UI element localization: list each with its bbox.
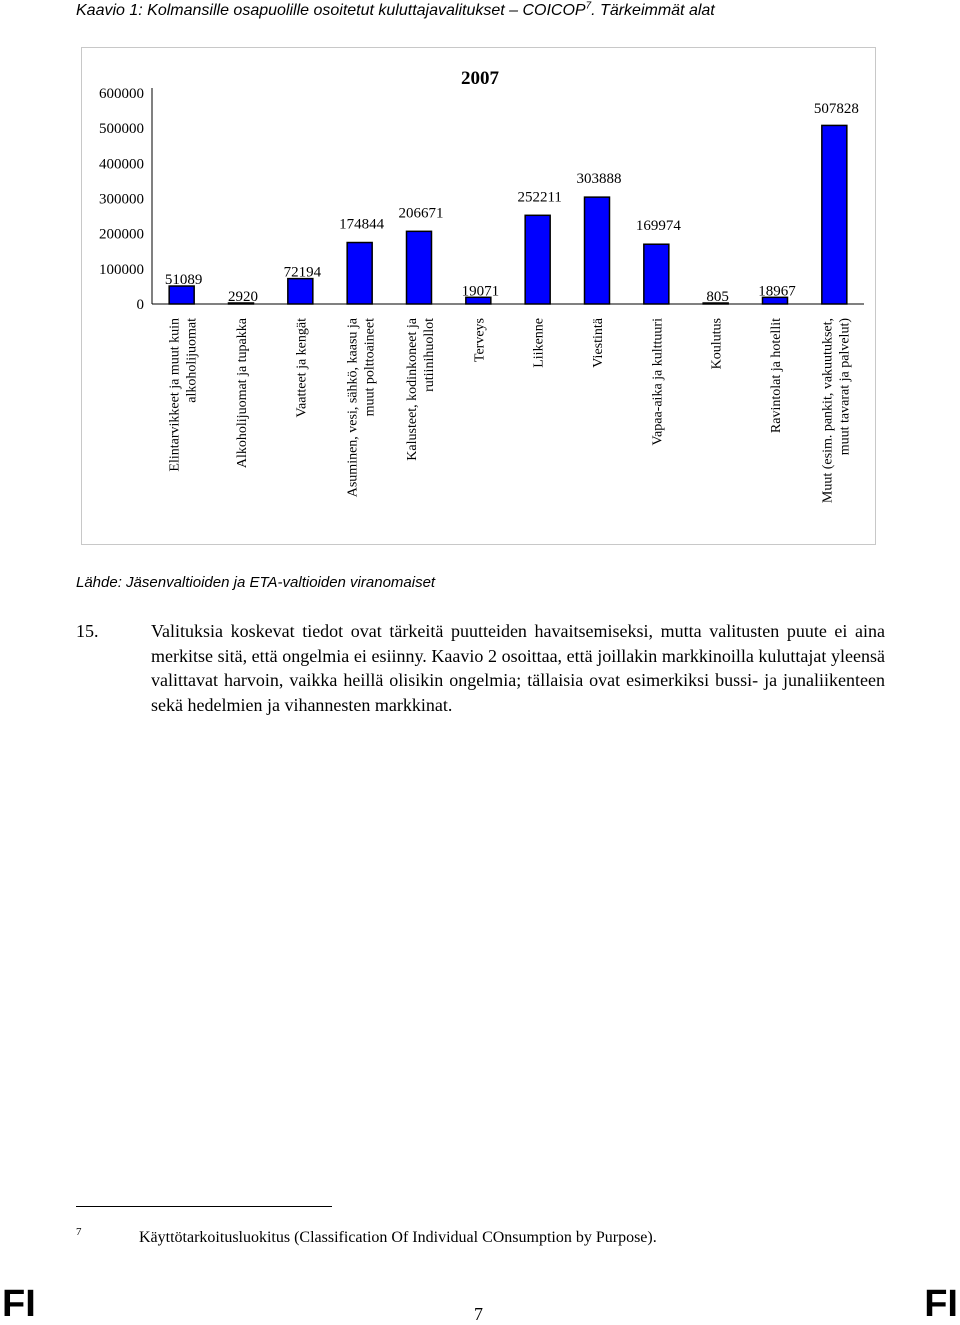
bar (407, 231, 432, 304)
bar (822, 125, 847, 304)
x-tick-label: alkoholijuomat (184, 318, 200, 403)
bar (347, 243, 372, 304)
bar (288, 279, 313, 304)
bar (585, 197, 610, 304)
x-tick-label: Liikenne (531, 318, 547, 368)
x-tick-label: Viestintä (591, 318, 606, 368)
footer-language-right: FI (924, 1283, 958, 1325)
x-tick-label: muut polttoaineet (362, 318, 378, 417)
y-tick-label: 0 (136, 297, 144, 313)
caption-text: Kaavio 1: Kolmansille osapuolille osoitetut kuluttajavalitukset – COICOP (76, 2, 586, 19)
x-tick-label: Alkoholijuomat ja tupakka (235, 318, 250, 469)
data-label: 174844 (339, 216, 385, 233)
bar (525, 215, 550, 304)
page-number: 7 (474, 1304, 483, 1324)
data-label: 169974 (635, 218, 681, 235)
bar (644, 244, 669, 304)
data-label: 252211 (517, 189, 562, 206)
x-tick-label: Asuminen, vesi, sähkö, kaasu ja (345, 318, 361, 498)
data-label: 2920 (228, 288, 258, 305)
caption-footnote-ref[interactable]: 7 (585, 0, 592, 12)
paragraph-number: 15. (76, 621, 99, 641)
y-tick-label: 100000 (99, 261, 144, 278)
y-tick-label: 400000 (99, 156, 144, 173)
data-label: 805 (706, 289, 729, 305)
caption-tail: . Tärkeimmät alat (591, 2, 715, 19)
x-tick-label: rutiinihuollot (422, 318, 437, 392)
data-label: 303888 (576, 171, 622, 188)
x-tick-label: Kalusteet, kodinkoneet ja (405, 318, 420, 461)
x-tick-label: Ravintolat ja hotellit (769, 318, 784, 434)
x-tick-label: Elintarvikkeet ja muut kuin (167, 318, 183, 472)
x-tick-label: Terveys (472, 318, 488, 363)
footer-language-left: FI (2, 1283, 36, 1325)
data-label: 507828 (813, 101, 859, 117)
y-tick-label: 600000 (99, 86, 144, 102)
footnote-number: 7 (76, 1226, 82, 1238)
chart-title: 2007 (461, 68, 499, 89)
data-label: 72194 (283, 264, 322, 281)
y-tick-label: 500000 (99, 121, 144, 138)
y-tick-label: 200000 (99, 226, 144, 243)
data-label: 51089 (164, 272, 203, 289)
bar-chart (0, 0, 960, 560)
x-tick-label: muut tavarat ja palvelut) (837, 318, 853, 456)
data-label: 19071 (461, 283, 500, 300)
data-label: 18967 (758, 283, 796, 300)
footnote-text: Käyttötarkoitusluokitus (Classification Of Individual COnsumption by Purpose). (139, 1229, 657, 1246)
paragraph-text: Valituksia koskevat tiedot ovat tärkeitä puutteiden havaitsemiseksi, mutta valitusten puute ei aina merkitse sitä, että ongelmia ei esiinny. Kaavio 2 osoittaa, että joillakin markkinoilla kuluttajat yleensä valittavat harvoin, vaikka heillä olisikin ongelmia; tällaisia ovat esimerkiksi bussi- ja junaliikenteen sekä hedelmien ja vihannesten markkinat. (151, 621, 885, 715)
x-tick-label: Vaatteet ja kengät (294, 318, 310, 418)
footnote-divider (76, 1206, 332, 1207)
bar (169, 286, 194, 304)
chart-source: Lähde: Jäsenvaltioiden ja ETA-valtioiden viranomaiset (76, 574, 436, 591)
y-tick-label: 300000 (99, 191, 144, 208)
x-tick-label: Muut (esim. pankit, vakuutukset, (820, 318, 836, 504)
data-label: 206671 (398, 205, 444, 222)
x-tick-label: Koulutus (709, 318, 725, 370)
x-tick-label: Vapaa-aika ja kulttuuri (650, 318, 666, 446)
